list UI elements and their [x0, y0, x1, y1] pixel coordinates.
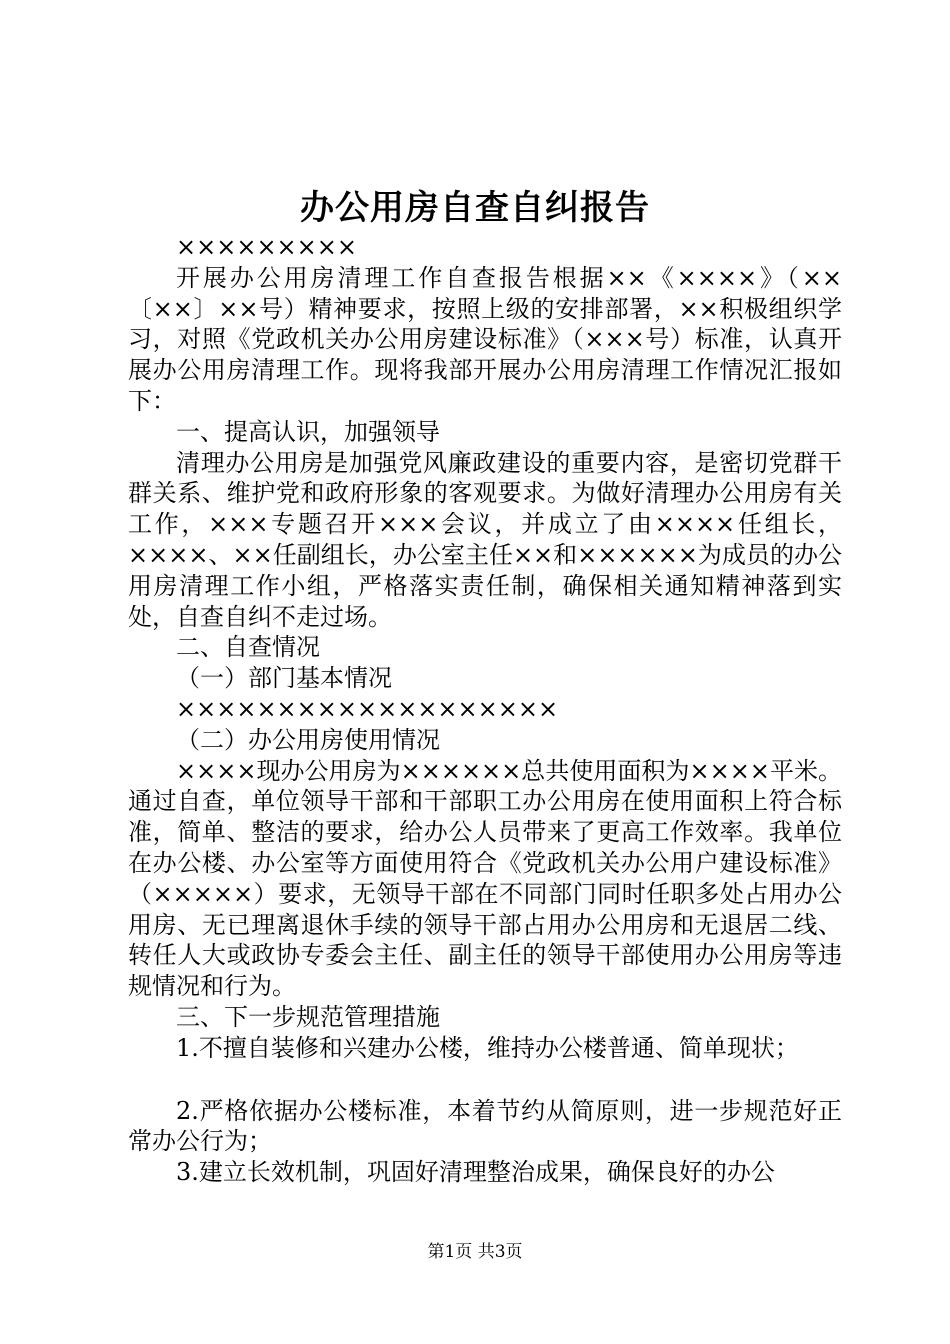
subsection-heading-1: （一）部门基本情况 [176, 664, 392, 693]
section-heading-1: 一、提高认识，加强领导 [176, 417, 440, 446]
paragraph-addressee: ××××××××× [176, 233, 357, 261]
document-body [128, 232, 842, 1188]
measure-item-2: 2.严格依据办公楼标准，本着节约从简原则，进一步规范好正常办公行为； [128, 1096, 842, 1156]
section-heading-3: 三、下一步规范管理措施 [176, 1002, 440, 1031]
paragraph-usage: ××××现办公用房为××××××总共使用面积为××××平米。通过自查，单位领导干部和干部职工办公用房在使用面积上符合标准，简单、整洁的要求，给办公人员带来了更高工作效率。我单位在办公楼、办公室等方面使用符合《党政机关办公用户建设标准》（×××××）要求，无领导干部在不同部门同时任职多处占用办公用房、无已理离退休手续的领导干部占用办公用房和无退居二线、转任人大或政协专委会主任、副主任的领导干部使用办公用房等违规情况和行为。 [128, 756, 842, 1001]
subsection-heading-2: （二）办公用房使用情况 [176, 725, 440, 754]
paragraph-section-1: 清理办公用房是加强党风廉政建设的重要内容，是密切党群干群关系、维护党和政府形象的客观要求。为做好清理办公用房有关工作，×××专题召开×××会议，并成立了由××××任组长，××××、××任副组长，办公室主任××和××××××为成员的办公用房清理工作小组，严格落实责任制，确保相关通知精神落到实处，自查自纠不走过场。 [128, 448, 842, 631]
measure-item-3: 3.建立长效机制，巩固好清理整治成果，确保良好的办公 [176, 1158, 775, 1187]
section-heading-2: 二、自查情况 [176, 633, 320, 662]
paragraph-intro: 开展办公用房清理工作自查报告根据××《××××》（××〔××〕××号）精神要求，按照上级的安排部署，××积极组织学习，对照《党政机关办公用房建设标准》（×××号）标准，认真开展办公用房清理工作。现将我部开展办公用房清理工作情况汇报如下： [128, 263, 842, 415]
paragraph-basic-info: ××××××××××××××××××× [176, 694, 559, 723]
page-number: 第1页 共3页 [427, 1242, 523, 1262]
document-title: 办公用房自查自纠报告 [300, 188, 650, 228]
measure-item-1: 1.不擅自装修和兴建办公楼，维持办公楼普通、简单现状； [176, 1033, 799, 1062]
